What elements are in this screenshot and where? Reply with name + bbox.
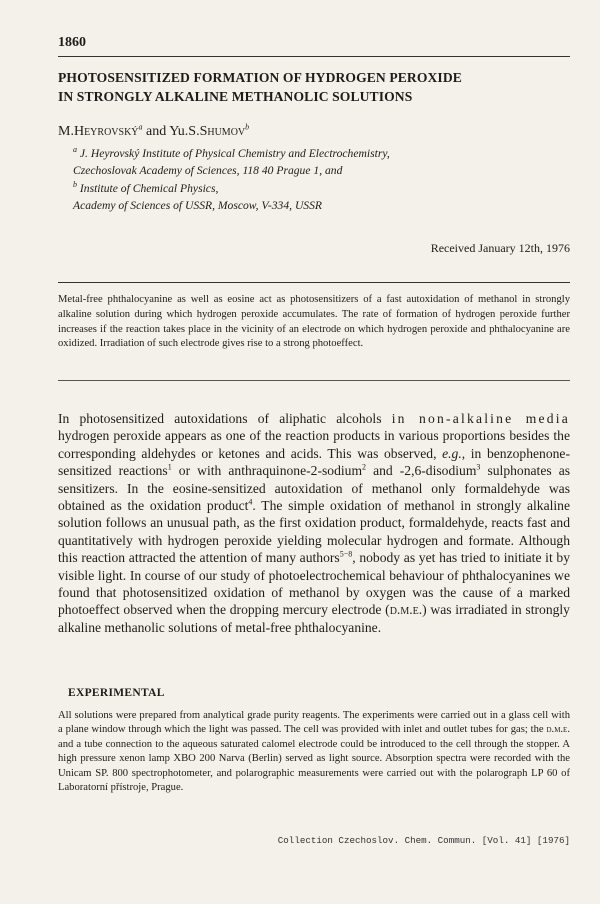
reference-4: 4 xyxy=(248,497,253,507)
intro-text-3: , in benzophenone-sensitized reactions xyxy=(58,445,570,479)
author-conjunction: and xyxy=(142,124,170,139)
affiliation-b-line-2: Academy of Sciences of USSR, Moscow, V-334, USSR xyxy=(73,198,322,212)
intro-dme-abbrev: d.m.e. xyxy=(389,602,423,618)
abstract-rule-bottom xyxy=(58,380,570,381)
header-rule xyxy=(58,56,570,57)
affiliation-b-line-1 xyxy=(73,180,533,197)
author-1-affiliation-mark: a xyxy=(138,122,143,132)
experimental-paragraph xyxy=(58,709,570,795)
experimental-text-1: All solutions were prepared from analytical grade purity reagents. The experiments were carried out in a glass cell with a plane window through which the light was passed. The cell was provided with inlet and outlet tubes for gas; the xyxy=(58,710,570,736)
article-title xyxy=(58,68,570,106)
author-2-name: Shumov xyxy=(199,124,246,139)
reference-3: 3 xyxy=(476,462,481,472)
intro-text-2: hydrogen peroxide appears as one of the reaction products in various proportions besides the corresponding aldehydes or ketones and acids. This was observed, xyxy=(58,428,570,461)
received-date: Received January 12th, 1976 xyxy=(430,241,570,255)
affiliation-a-mark: a xyxy=(73,145,77,155)
affiliation-a-line-1 xyxy=(73,145,533,162)
affiliation-b-text-1: Institute of Chemical Physics, xyxy=(79,181,219,195)
affiliation-a-line-2: Czechoslovak Academy of Sciences, 118 40 Prague 1, and xyxy=(73,164,343,178)
intro-text-7: . The simple oxidation of methanol in strongly alkaline solution follows an unusual path, as the first oxidation product, formaldehyde, reacts fast and quantitatively with hydrogen peroxide yielding molecular hydrogen and formate. Although this reaction attracted the attention of many authors xyxy=(58,498,570,566)
intro-text-6: sulphonates as sensitizers. In the eosine-sensitized autoxidation of methanol only formaldehyde was obtained as the oxidation product xyxy=(58,463,571,514)
introduction-paragraph xyxy=(58,410,570,636)
intro-text-4: or with anthraquinone-2-sodium xyxy=(171,463,363,479)
affiliations xyxy=(73,145,533,214)
intro-text-5: and -2,6-disodium xyxy=(366,463,477,479)
author-1-name: Heyrovský xyxy=(73,124,139,139)
reference-5-8: 5−8 xyxy=(339,549,353,559)
experimental-dme-abbrev: d.m.e. xyxy=(546,724,570,736)
author-list xyxy=(58,124,249,140)
intro-text-1: In photosensitized autoxidations of aliphatic alcohols xyxy=(58,411,392,426)
journal-citation-footer: Collection Czechoslov. Chem. Commun. [Vol. 41] [1976] xyxy=(277,835,570,846)
intro-eg: e.g. xyxy=(442,445,462,461)
abstract-rule-top xyxy=(58,282,570,283)
abstract: Metal-free phthalocyanine as well as eosine act as photosensitizers of a fast autoxidation of methanol in strongly alkaline solution during which hydrogen peroxide accumulates. The rate of formation of hydrogen peroxide further increases if the reaction takes place in the vicinity of an electrode on which hydrogen peroxide and phthalocyanine are oxidized. Irradiation of such electrode gives rise to a strong photoeffect. xyxy=(58,294,570,350)
affiliation-a-text-1: J. Heyrovský Institute of Physical Chemistry and Electrochemistry, xyxy=(79,147,390,160)
author-2-affiliation-mark: b xyxy=(245,122,250,132)
title-line-1: PHOTOSENSITIZED FORMATION OF HYDROGEN PEROXIDE xyxy=(58,70,462,85)
intro-spaced-text: in non-alkaline media xyxy=(391,411,570,426)
section-heading-experimental: EXPERIMENTAL xyxy=(68,687,165,699)
intro-text-8: , nobody as yet has tried to initiate it by visible light. In course of our study of photoelectrochemical behaviour of phthalocyanines we found that photosensitized oxidation of methanol by oxygen was the cause of a marked photoeffect observed when the dropping mercury electrode ( xyxy=(58,550,570,618)
affiliation-b-mark: b xyxy=(73,179,77,189)
experimental-text-2: and a tube connection to the aqueous saturated calomel electrode could be introduced to the cell through the stopper. A high pressure xenon lamp XBO 200 Narva (Berlin) served as light source. Absorption spectra were recorded with the Unicam SP. 800 spectrophotometer, and polarographic measurements were carried out with the polarograph LP 60 of Laboratorní přístroje, Prague. xyxy=(58,738,570,794)
reference-1: 1 xyxy=(167,462,172,472)
intro-text-9: ) was irradiated in strongly alkaline methanolic solutions of metal-free phthalocyanine. xyxy=(58,602,570,635)
reference-2: 2 xyxy=(362,462,367,472)
title-line-2: IN STRONGLY ALKALINE METHANOLIC SOLUTIONS xyxy=(58,89,413,104)
author-1-initial: M. xyxy=(58,124,74,139)
page-number: 1860 xyxy=(58,35,86,50)
author-2-initial: Yu.S. xyxy=(169,124,200,139)
